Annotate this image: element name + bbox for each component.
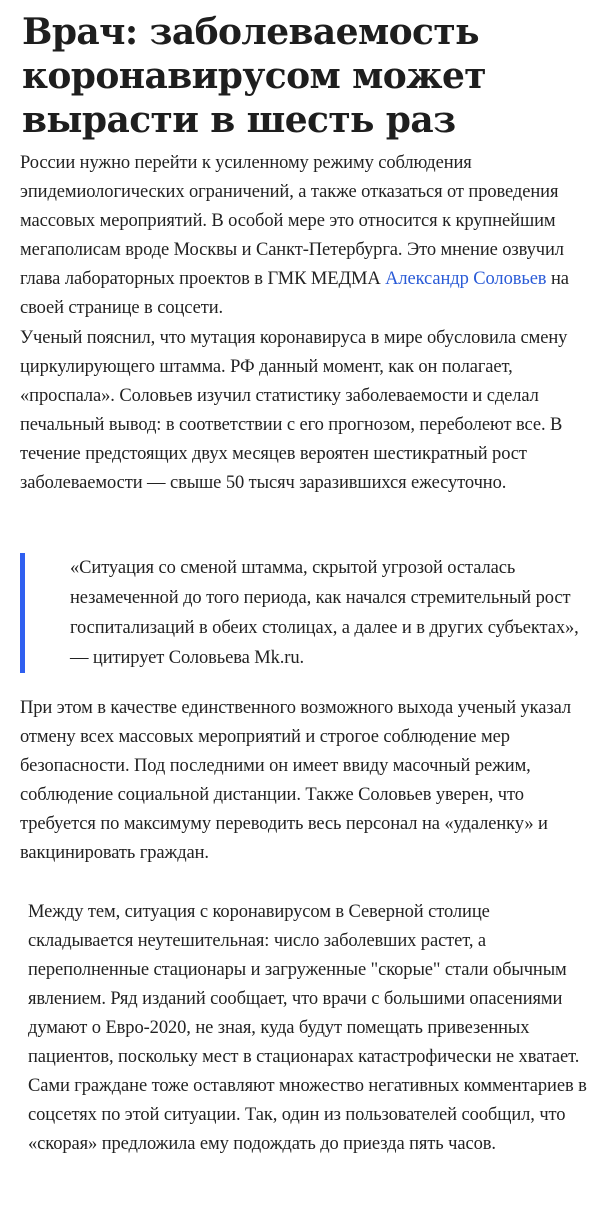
article-paragraph-3: При этом в качестве единственного возможного выхода ученый указал отмену всех массовых мероприятий и строгое соблюдение мер безопасности. Под последними он имеет ввиду масочный режим, соблюдение социальной дистанции. Также Соловьев уверен, что требуется по максимуму переводить весь персонал на «удаленку» и вакцинировать граждан.: [20, 698, 572, 863]
blockquote-text: «Ситуация со сменой штамма, скрытой угрозой осталась незамеченной до того периода, как начался стремительный рост госпитализаций в обеих столицах, а далее и в других субъектах», — цитирует Соловьева Mk.ru.: [70, 558, 579, 668]
paragraph-1-tail: на своей странице в соцсети.: [20, 269, 569, 318]
article-paragraph-2: Ученый пояснил, что мутация коронавируса в мире обусловила смену циркулирующего штамма. РФ данный момент, как он полагает, «проспала». Соловьев изучил статистику заболеваемости и сделал печальный вывод: в соответствии с его прогнозом, переболеют все. В течение предстоящих двух месяцев вероятен шестикратный рост заболеваемости — свыше 50 тысяч заразившихся ежесуточно.: [20, 328, 568, 493]
blockquote: [20, 553, 585, 673]
article-title: Врач: заболеваемость коронавирусом может вырасти в шесть раз: [22, 11, 486, 141]
author-link[interactable]: Александр Соловьев: [385, 269, 547, 289]
article-paragraph-1: [20, 149, 595, 323]
paragraph-1-text: России нужно перейти к усиленному режиму соблюдения эпидемиологических ограничений, а также отказаться от проведения массовых мероприятий. В особой мере это относится к крупнейшим мегаполисам вроде Москвы и Санкт-Петербурга. Это мнение озвучил глава лабораторных проектов в ГМК МЕДМА: [20, 153, 564, 289]
article-paragraph-4: Между тем, ситуация с коронавирусом в Северной столице складывается неутешительная: число заболевших растет, а переполненные стационары и загруженные "скорые" стали обычным явлением. Ряд изданий сообщает, что врачи с большими опасениями думают о Евро-2020, не зная, куда будут помещать привезенных пациентов, поскольку мест в стационарах катастрофически не хватает. Сами граждане тоже оставляют множество негативных комментариев в соцсетях по этой ситуации. Так, один из пользователей сообщил, что «скорая» предложила ему подождать до приезда пять часов.: [28, 902, 587, 1154]
